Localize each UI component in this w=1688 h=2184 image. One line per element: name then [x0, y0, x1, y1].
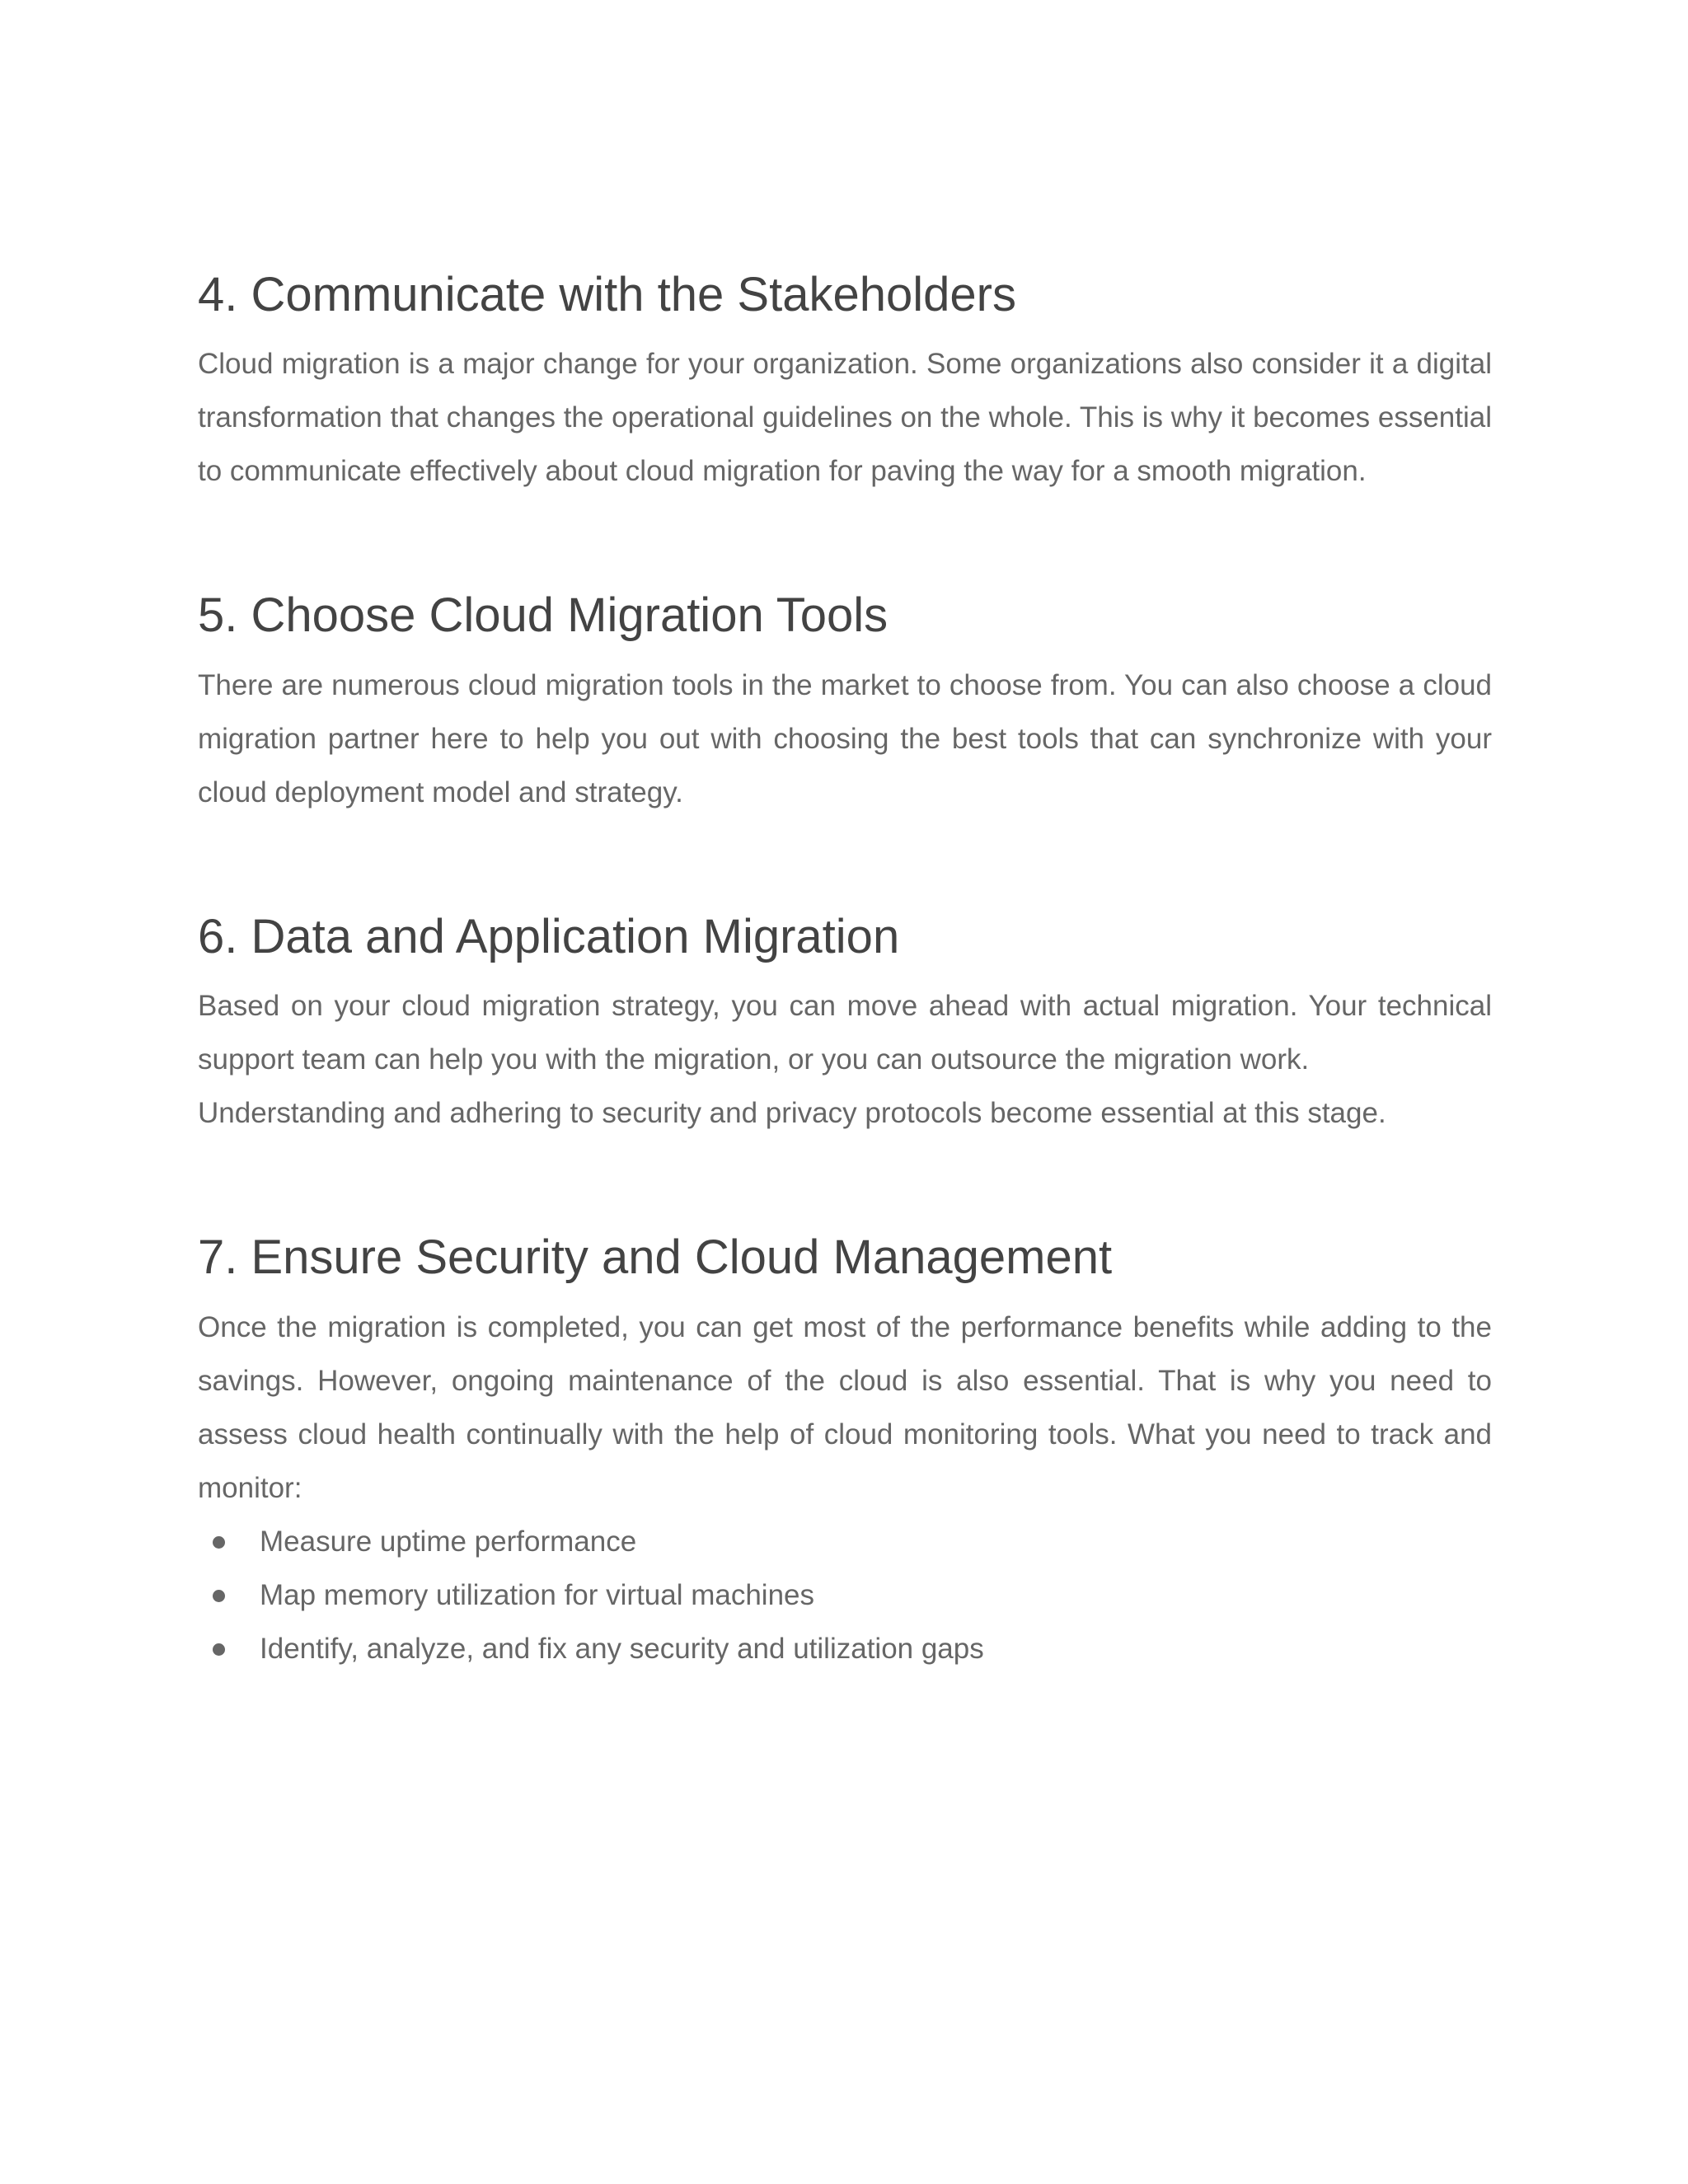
section-paragraph: Once the migration is completed, you can get most of the performance benefits while adding to the savings. However, ongoing maintenance of the cloud is also essential. That is why you need to assess cloud health continually with the help of cloud monitoring tools. What you need to track and monitor: [198, 1310, 1492, 1504]
section-security-cloud-management [198, 1226, 1492, 1675]
section-choose-tools [198, 584, 1492, 818]
list-item-text: Measure uptime performance [260, 1525, 637, 1558]
list-item-text: Map memory utilization for virtual machines [260, 1578, 815, 1611]
section-paragraph: There are numerous cloud migration tools in the market to choose from. You can also choose a cloud migration partner here to help you out with choosing the best tools that can synchronize with your cloud deployment model and strategy. [198, 668, 1492, 808]
section-communicate-stakeholders [198, 264, 1492, 498]
bullet-dot-icon [213, 1536, 225, 1549]
section-heading: 6. Data and Application Migration [198, 909, 900, 963]
bullet-dot-icon [213, 1643, 225, 1656]
section-heading: 5. Choose Cloud Migration Tools [198, 588, 889, 643]
document-page [198, 264, 1492, 1675]
list-item [198, 1515, 1492, 1568]
list-item [198, 1622, 1492, 1675]
section-paragraph: Understanding and adhering to security and privacy protocols become essential at this stage. [198, 1097, 1386, 1130]
list-item-text: Identify, analyze, and fix any security and utilization gaps [260, 1632, 984, 1665]
section-data-application-migration [198, 906, 1492, 1140]
list-item [198, 1568, 1492, 1622]
section-heading: 7. Ensure Security and Cloud Management [198, 1230, 1113, 1285]
monitoring-bullet-list [198, 1515, 1492, 1675]
bullet-dot-icon [213, 1590, 225, 1602]
section-paragraph: Cloud migration is a major change for your organization. Some organizations also consider it a digital transformation that changes the operational guidelines on the whole. This is why it becomes essential to communicate effectively about cloud migration for paving the way for a smooth migration. [198, 348, 1492, 488]
section-heading: 4. Communicate with the Stakeholders [198, 268, 1016, 321]
section-paragraph: Based on your cloud migration strategy, you can move ahead with actual migration. Your technical support team can help you with the migration, or you can outsource the migration work. [198, 990, 1492, 1076]
